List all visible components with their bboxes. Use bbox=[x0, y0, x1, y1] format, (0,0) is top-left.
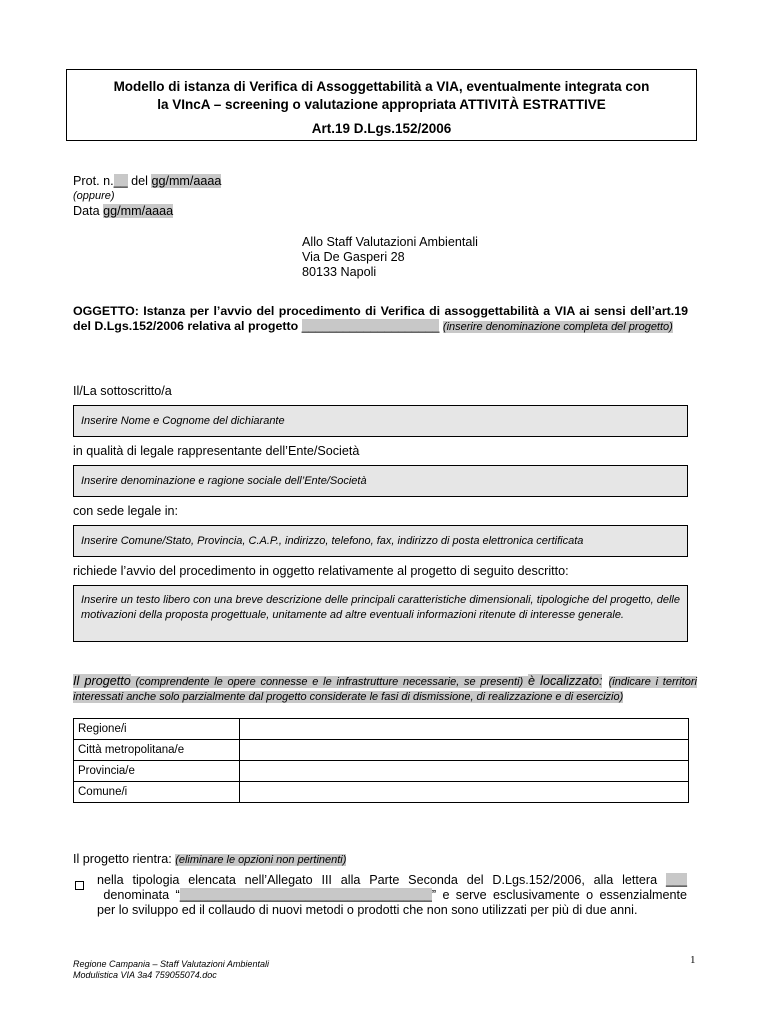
provincia-value-cell[interactable] bbox=[240, 761, 689, 782]
document-title-box bbox=[66, 69, 697, 141]
data-date-field[interactable]: gg/mm/aaaa bbox=[103, 204, 174, 218]
protocol-line bbox=[73, 174, 221, 189]
comune-value-cell[interactable] bbox=[240, 782, 689, 803]
table-row bbox=[74, 761, 689, 782]
subject-paragraph bbox=[73, 304, 688, 335]
option1-text-a: nella tipologia elencata nell’Allegato III alla Parte Seconda del D.Lgs.152/2006, alla lettera bbox=[97, 873, 658, 887]
sede-label: con sede legale in: bbox=[73, 504, 179, 518]
rientra-note: (eliminare le opzioni non pertinenti) bbox=[175, 854, 347, 866]
citta-label: Città metropolitana/e bbox=[74, 740, 240, 761]
regione-label: Regione/i bbox=[74, 719, 240, 740]
title-line-2: la VIncA – screening o valutazione appropriata ATTIVITÀ ESTRATTIVE bbox=[157, 97, 606, 112]
data-label: Data bbox=[73, 204, 104, 218]
comune-label: Comune/i bbox=[74, 782, 240, 803]
checkbox-icon bbox=[75, 881, 84, 890]
richiede-label: richiede l’avvio del procedimento in oggetto relativamente al progetto di seguito descritto: bbox=[73, 564, 569, 578]
location-intro-a: Il progetto bbox=[73, 674, 131, 688]
provincia-label: Provincia/e bbox=[74, 761, 240, 782]
page-number: 1 bbox=[690, 954, 696, 966]
location-intro-b: (comprendente le opere connesse e le infrastrutture necessarie, se presenti) bbox=[130, 676, 528, 688]
rientra-line bbox=[73, 852, 346, 868]
option1-text-c: ” e serve esclusivamente o essenzialmente per lo sviluppo ed il collaudo di nuovi metodi o prodotti che non sono utilizzati per più di due anni. bbox=[97, 888, 687, 917]
table-row bbox=[74, 782, 689, 803]
recipient-block bbox=[302, 235, 478, 280]
location-table bbox=[73, 718, 689, 803]
citta-value-cell[interactable] bbox=[240, 740, 689, 761]
table-row bbox=[74, 740, 689, 761]
prot-label: Prot. n. bbox=[73, 174, 114, 188]
option1-denomination-field[interactable]: ____________________________________ bbox=[179, 888, 432, 902]
option1-checkbox[interactable] bbox=[75, 877, 84, 895]
location-note: (indicare i territori interessati anche solo parzialmente dal progetto considerate le fasi di dismissione, di realizzazione e di esercizio) bbox=[73, 676, 697, 703]
data-line bbox=[73, 204, 173, 219]
footer-line-1: Regione Campania – Staff Valutazioni Ambientali bbox=[73, 959, 269, 969]
table-row bbox=[74, 719, 689, 740]
prot-number-field[interactable]: __ bbox=[113, 174, 128, 188]
prot-date-field[interactable]: gg/mm/aaaa bbox=[151, 174, 222, 188]
title-line-1: Modello di istanza di Verifica di Assoggettabilità a VIA, eventualmente integrata con bbox=[113, 79, 650, 94]
location-intro bbox=[73, 674, 697, 704]
option1-letter-field[interactable]: ___ bbox=[666, 873, 688, 887]
title-line-3: Art.19 D.Lgs.152/2006 bbox=[311, 121, 452, 136]
option1-text bbox=[97, 873, 687, 918]
subject-note: (inserire denominazione completa del progetto) bbox=[442, 321, 673, 333]
footer-line-2: Modulistica VIA 3a4 759055074.doc bbox=[73, 970, 217, 980]
dichiarante-name-input[interactable]: Inserire Nome e Cognome del dichiarante bbox=[73, 405, 688, 437]
descrizione-input[interactable]: Inserire un testo libero con una breve descrizione delle principali caratteristiche dimensionali, tipologiche del progetto, delle motivazioni della proposta progettuale, unitamente ad altre eventuali informazioni ritenute di interesse generale. bbox=[73, 585, 688, 642]
recipient-line-1: Allo Staff Valutazioni Ambientali bbox=[302, 235, 478, 249]
option1-text-b: denominata “ bbox=[97, 888, 180, 902]
ente-name-input[interactable]: Inserire denominazione e ragione sociale dell’Ente/Società bbox=[73, 465, 688, 497]
rientra-label: Il progetto rientra: bbox=[73, 852, 176, 866]
project-name-field[interactable]: ____________________ bbox=[301, 319, 440, 333]
recipient-line-3: 80133 Napoli bbox=[302, 265, 377, 279]
subject-text: OGGETTO: Istanza per l’avvio del procedimento di Verifica di assoggettabilità a VIA ai sensi dell’art.19 del D.Lgs.152/2006 relativa al progetto bbox=[73, 304, 688, 333]
sede-input[interactable]: Inserire Comune/Stato, Provincia, C.A.P., indirizzo, telefono, fax, indirizzo di posta elettronica certificata bbox=[73, 525, 688, 557]
recipient-line-2: Via De Gasperi 28 bbox=[302, 250, 405, 264]
oppure-note: (oppure) bbox=[73, 190, 115, 202]
sottoscritto-label: Il/La sottoscritto/a bbox=[73, 384, 172, 398]
regione-value-cell[interactable] bbox=[240, 719, 689, 740]
del-label: del bbox=[127, 174, 152, 188]
footer bbox=[73, 959, 269, 981]
qualita-label: in qualità di legale rappresentante dell’Ente/Società bbox=[73, 444, 360, 458]
location-intro-c: è localizzato: bbox=[527, 674, 603, 688]
